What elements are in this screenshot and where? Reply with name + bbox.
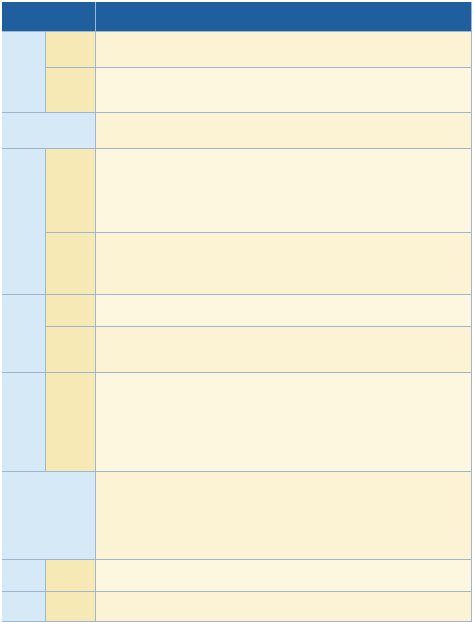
region-cell: [2, 592, 46, 622]
policy-cell: [96, 295, 472, 327]
district-cell: [46, 373, 96, 472]
policy-cell: [96, 560, 472, 592]
district-cell: [46, 233, 96, 295]
district-cell: [46, 32, 96, 68]
policy-cell: [96, 149, 472, 233]
policy-table: [2, 2, 472, 516]
district-cell: [46, 560, 96, 592]
region-cell: [2, 373, 46, 472]
region-cell: [2, 295, 46, 373]
header-region: [2, 2, 96, 32]
district-cell: [46, 295, 96, 327]
policy-cell: [96, 327, 472, 373]
policy-cell: [96, 472, 472, 560]
region-cell: [2, 113, 96, 149]
district-cell: [46, 592, 96, 622]
district-cell: [46, 68, 96, 113]
region-cell: [2, 149, 46, 295]
district-cell: [46, 149, 96, 233]
region-cell: [2, 472, 96, 560]
policy-cell: [96, 592, 472, 622]
region-cell: [2, 32, 46, 113]
header-policy: [96, 2, 472, 32]
policy-cell: [96, 113, 472, 149]
region-cell: [2, 560, 46, 592]
policy-cell: [96, 32, 472, 68]
policy-cell: [96, 68, 472, 113]
policy-cell: [96, 373, 472, 472]
policy-cell: [96, 233, 472, 295]
district-cell: [46, 327, 96, 373]
